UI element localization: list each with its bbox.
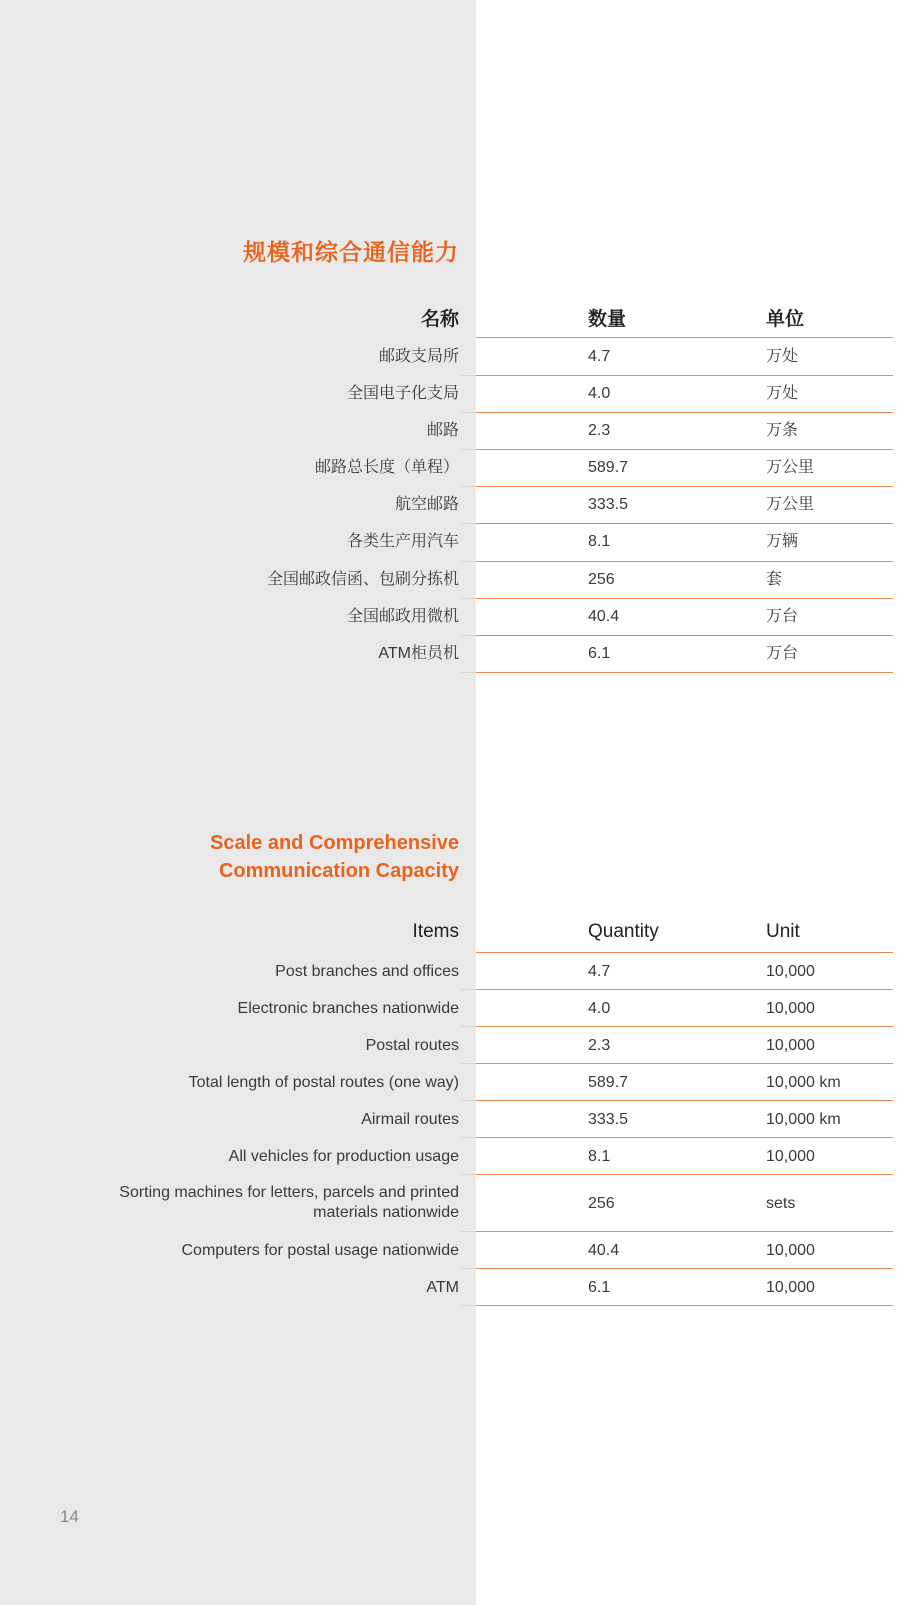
row-name: 各类生产用汽车 [346,533,459,550]
row-quantity: 8.1 [588,1148,611,1165]
row-unit: 10,000 [766,1148,815,1165]
rule [476,1305,893,1306]
row-quantity: 40.4 [588,608,620,625]
table-row [0,1064,900,1101]
row-unit: 10,000 [766,1279,815,1296]
row-quantity: 2.3 [588,422,611,439]
row-unit: 万辆 [766,533,799,550]
header-unit: Unit [766,921,800,942]
table-row [0,1027,900,1064]
row-name: 邮政支局所 [378,348,459,365]
section-title-cn: 规模和综合通信能力 [243,239,459,265]
row-unit: 10,000 [766,1000,815,1017]
row-unit: 万公里 [766,459,815,476]
table-header-en [0,913,900,949]
header-quantity: 数量 [588,309,627,330]
row-name: ATM柜员机 [378,645,459,662]
row-unit: 万台 [766,645,799,662]
header-unit: 单位 [766,309,805,330]
row-quantity: 333.5 [588,496,629,513]
table-row [0,449,900,486]
row-quantity: 4.7 [588,963,611,980]
row-name: 邮路总长度（单程） [314,459,459,476]
row-quantity: 6.1 [588,645,611,662]
row-name: Sorting machines for letters, parcels and printed materials nationwide [119,1184,459,1221]
table-row [0,598,900,635]
row-quantity: 4.7 [588,348,611,365]
row-quantity: 2.3 [588,1037,611,1054]
table-row [0,1269,900,1306]
table-row [0,1101,900,1138]
row-unit: 10,000 km [766,1111,841,1128]
row-unit: 10,000 [766,963,815,980]
row-name: 全国电子化支局 [346,385,459,402]
section-title-en [210,829,459,885]
row-unit: 万公里 [766,496,815,513]
table-row [0,1138,900,1175]
table-row [0,990,900,1027]
table-row [0,486,900,523]
row-name: Airmail routes [361,1111,459,1128]
row-quantity: 40.4 [588,1242,620,1259]
row-unit: 万台 [766,608,799,625]
table-row [0,375,900,412]
page-number: 14 [60,1507,79,1526]
row-unit: 10,000 [766,1242,815,1259]
row-name: 航空邮路 [394,496,459,513]
row-quantity: 4.0 [588,385,611,402]
row-unit: 万条 [766,422,799,439]
row-unit: 10,000 [766,1037,815,1054]
row-name: ATM [426,1279,459,1296]
header-quantity: Quantity [588,921,659,942]
row-unit: 套 [766,571,783,588]
table-row [0,1175,900,1232]
table-row [0,412,900,449]
row-name: Computers for postal usage nationwide [181,1242,459,1259]
rule [460,672,476,673]
row-name: Total length of postal routes (one way) [188,1074,459,1091]
section-title-en-line2: Communication Capacity [218,860,459,882]
row-quantity: 333.5 [588,1111,629,1128]
row-quantity: 589.7 [588,459,629,476]
row-name: Post branches and offices [275,963,459,980]
row-name: 全国邮政用微机 [346,608,459,625]
table-row [0,953,900,990]
row-name: Postal routes [365,1037,459,1054]
row-quantity: 4.0 [588,1000,611,1017]
table-row [0,561,900,598]
table-header-cn [0,296,900,332]
row-unit: sets [766,1195,796,1212]
row-name: Electronic branches nationwide [237,1000,459,1017]
table-row [0,523,900,560]
row-unit: 万处 [766,385,799,402]
table-row [0,338,900,375]
rule [476,672,893,673]
row-quantity: 589.7 [588,1074,629,1091]
rule [460,1305,476,1306]
section-title-en-line1: Scale and Comprehensive [210,832,459,854]
row-unit: 万处 [766,348,799,365]
table-row [0,635,900,672]
header-name: Items [412,921,459,942]
row-quantity: 6.1 [588,1279,611,1296]
row-name: 邮路 [426,422,459,439]
table-row [0,1232,900,1269]
row-name: All vehicles for production usage [228,1148,459,1165]
row-quantity: 256 [588,571,615,588]
header-name: 名称 [420,309,459,330]
row-name: 全国邮政信函、包刷分拣机 [266,571,459,588]
row-unit: 10,000 km [766,1074,841,1091]
row-quantity: 256 [588,1195,615,1212]
row-quantity: 8.1 [588,533,611,550]
